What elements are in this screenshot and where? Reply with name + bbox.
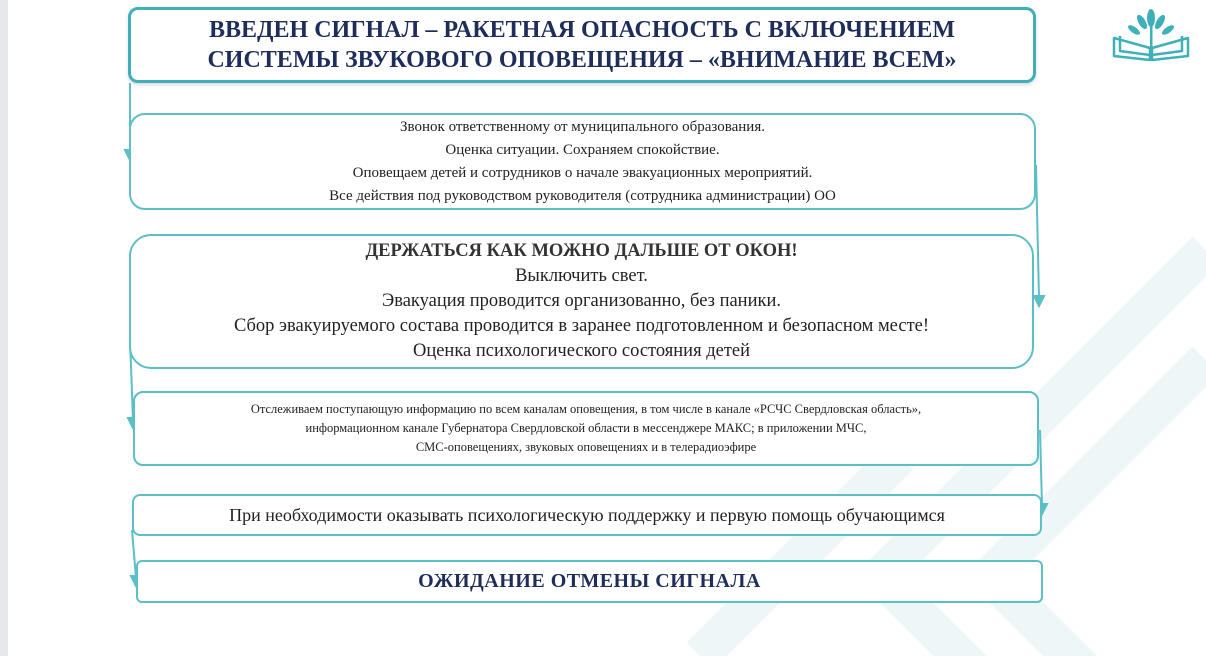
step-1-line: Все действия под руководством руководителя (сотрудника администрации) ОО (329, 187, 836, 204)
step-2-line: Сбор эвакуируемого состава проводится в заранее подготовленном и безопасном месте! (233, 316, 930, 336)
step-2-line: Оценка психологического состояния детей (412, 341, 751, 361)
step-1-line: Звонок ответственному от муниципального образования. (400, 118, 765, 135)
step-4-box (132, 494, 1042, 536)
step-3-box (133, 391, 1039, 466)
step-3-line: СМС-оповещениях, звуковых оповещениях и в телерадиоэфире (415, 440, 757, 454)
step-1-line: Оповещаем детей и сотрудников о начале эвакуационных мероприятий. (352, 164, 813, 181)
step-2-line: Эвакуация проводится организованно, без паники. (381, 291, 781, 311)
step-3-line: Отслеживаем поступающую информацию по всем каналам оповещения, в том числе в канале «РСЧС Свердловская область», (250, 402, 922, 416)
step-5-text: ОЖИДАНИЕ ОТМЕНЫ СИГНАЛА (418, 570, 761, 592)
step-5-box (136, 560, 1043, 603)
step-4-text: При необходимости оказывать психологическую поддержку и первую помощь обучающимся (229, 504, 945, 525)
step-2-box (129, 234, 1034, 369)
title-line-1: ВВЕДЕН СИГНАЛ – РАКЕТНАЯ ОПАСНОСТЬ С ВКЛЮЧЕНИЕМ (208, 17, 956, 43)
step-1-line: Оценка ситуации. Сохраняем спокойствие. (445, 141, 720, 158)
open-book-leaves-icon (1110, 8, 1192, 64)
step-3-line: информационном канале Губернатора Свердловской области в мессенджере МАКС; в приложении МЧС, (305, 421, 867, 435)
signal-title-box (128, 7, 1036, 83)
step-2-line: Выключить свет. (515, 266, 648, 286)
step-2-heading: ДЕРЖАТЬСЯ КАК МОЖНО ДАЛЬШЕ ОТ ОКОН! (365, 241, 798, 261)
step-1-box (129, 113, 1036, 210)
title-line-2: СИСТЕМЫ ЗВУКОВОГО ОПОВЕЩЕНИЯ – «ВНИМАНИЕ ВСЕМ» (207, 47, 957, 73)
